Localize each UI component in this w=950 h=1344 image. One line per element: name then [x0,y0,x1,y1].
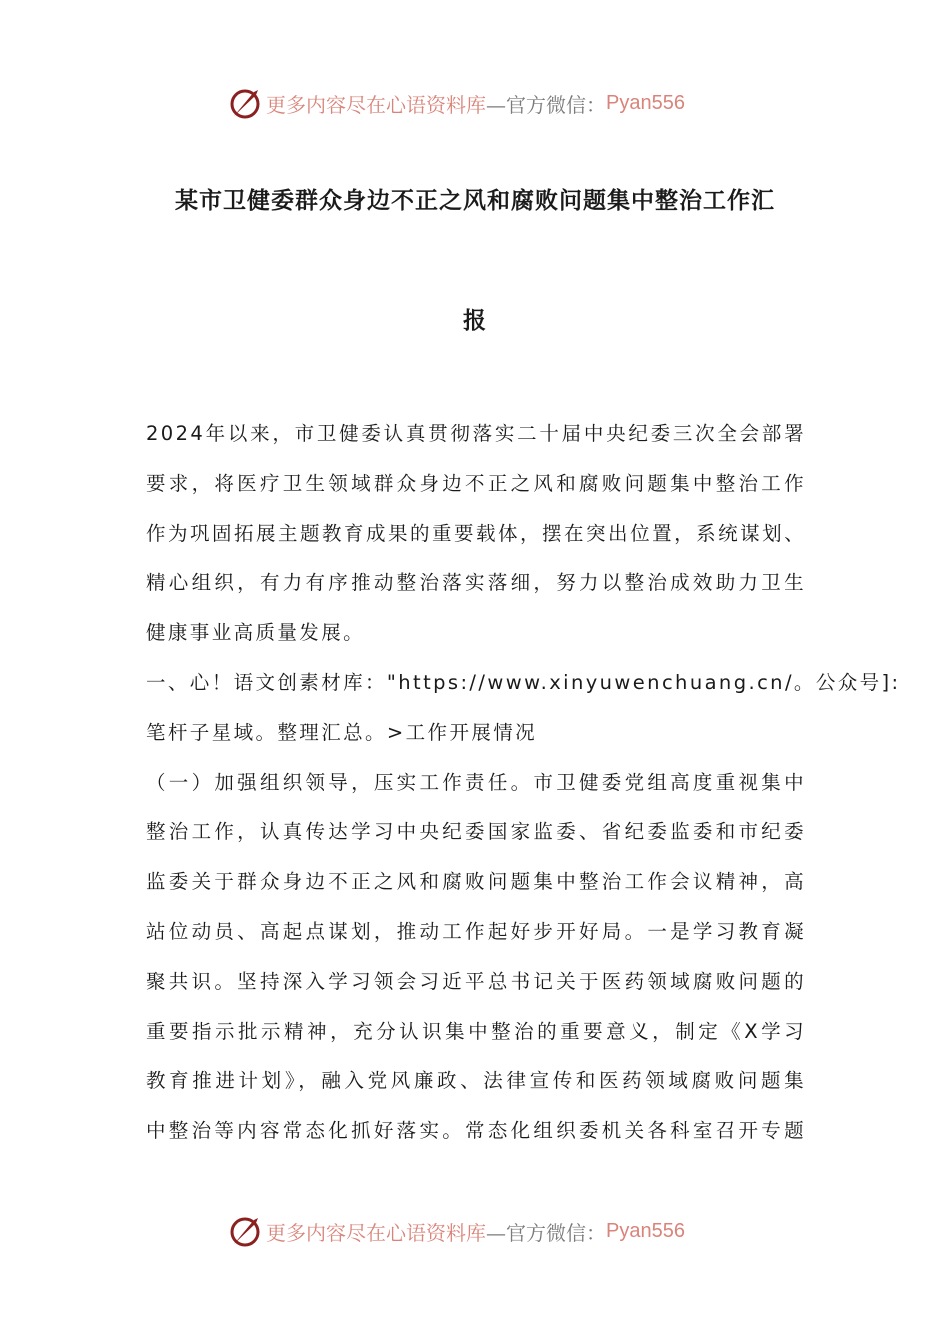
quill-logo-icon [228,1214,262,1248]
body-line: 作为巩固拓展主题教育成果的重要载体，摆在突出位置，系统谋划、 [146,521,806,545]
body-line: 监委关于群众身边不正之风和腐败问题集中整治工作会议精神，高 [146,870,806,894]
quill-logo-icon [228,86,262,120]
body-line: 中整治等内容常态化抓好落实。常态化组织委机关各科室召开专题 [146,1119,806,1143]
watermark-footer [228,1211,728,1251]
body-line: 要求，将医疗卫生领域群众身边不正之风和腐败问题集中整治工作 [146,471,806,495]
body-line: 健康事业高质量发展。 [146,621,366,645]
body-line: （一）加强组织领导，压实工作责任。市卫健委党组高度重视集中 [146,770,806,794]
document-title: 某市卫健委群众身边不正之风和腐败问题集中整治工作汇 [175,187,775,214]
watermark-text: 更多内容尽在心语资料库 [266,92,486,117]
watermark-text: 更多内容尽在心语资料库 [266,1220,486,1245]
watermark-header [228,83,728,123]
body-line: 教育推进计划》，融入党风廉政、法律宣传和医药领域腐败问题集 [146,1069,806,1093]
watermark-wechat-id: Pyan556 [606,91,685,114]
body-line: 聚共识。坚持深入学习领会习近平总书记关于医药领域腐败问题的 [146,969,806,993]
watermark-wechat-label: —官方微信： [486,1220,606,1245]
body-line: 站位动员、高起点谋划，推动工作起好步开好局。一是学习教育凝 [146,920,806,943]
body-line: 2024年以来，市卫健委认真贯彻落实二十届中央纪委三次全会部署 [146,422,806,445]
body-line: 笔杆子星域。整理汇总。>工作开展情况 [146,720,538,744]
watermark-wechat-label: —官方微信： [486,92,606,117]
body-line: 精心组织，有力有序推动整治落实落细，努力以整治成效助力卫生 [146,571,806,595]
body-line: 一、心！语文创素材库："https://www.xinyuwenchuang.cn/。公众号]: [146,671,901,694]
body-line: 整治工作，认真传达学习中央纪委国家监委、省纪委监委和市纪委 [146,820,806,844]
document-title-continued: 报 [463,307,487,334]
body-line: 重要指示批示精神，充分认识集中整治的重要意义，制定《X学习 [146,1019,806,1043]
watermark-wechat-id: Pyan556 [606,1219,685,1242]
